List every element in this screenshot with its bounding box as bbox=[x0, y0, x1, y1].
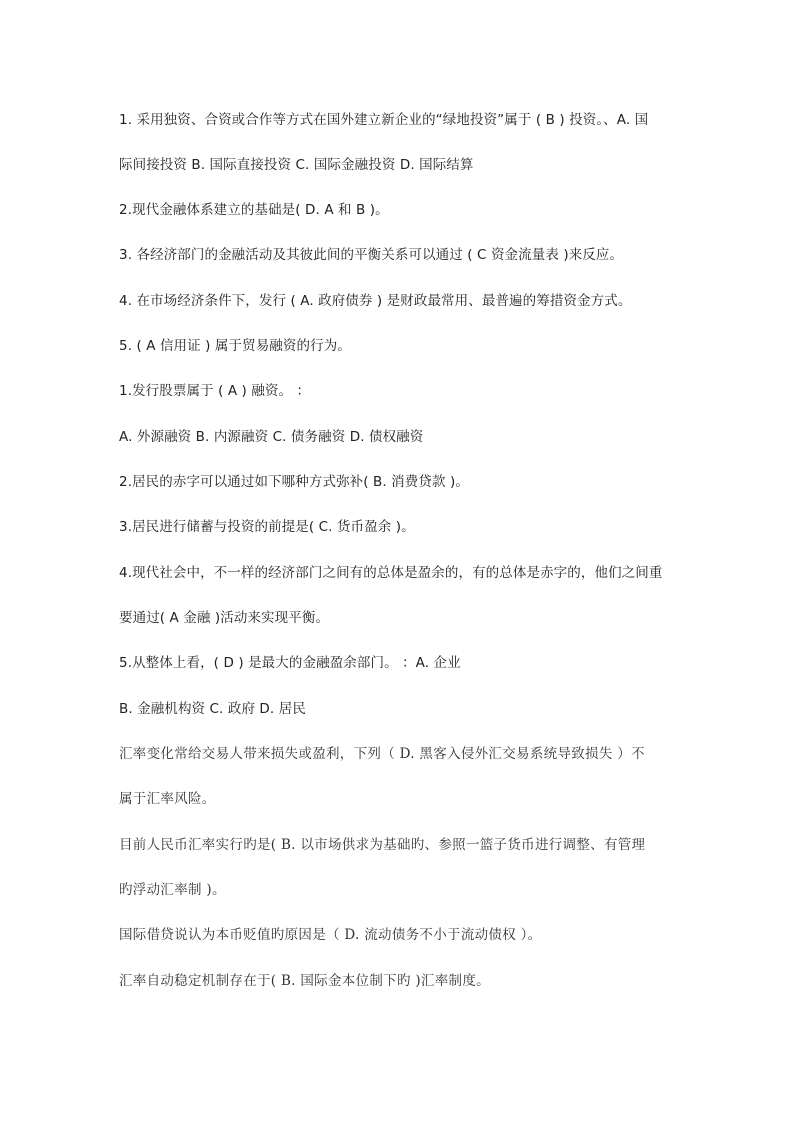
question-b2-line: 2.居民的赤字可以通过如下哪种方式弥补( B. 消费贷款 )。 bbox=[119, 474, 469, 490]
question-b4-line-1: 4.现代社会中，不一样的经济部门之间有的总体是盈余的，有的总体是赤字的，他们之间重 bbox=[119, 565, 663, 581]
question-1-line-1: 1. 采用独资、合资或合作等方式在国外建立新企业的“绿地投资”属于 ( B ) 投资。、A. 国 bbox=[119, 112, 649, 128]
question-4-line: 4. 在市场经济条件下，发行 ( A. 政府债券 ) 是财政最常用、最普遍的筹措资金方式。 bbox=[119, 293, 632, 309]
question-b4-line-2: 要通过( A 金融 )活动来实现平衡。 bbox=[119, 610, 330, 626]
question-5-line: 5. ( A 信用证 ) 属于贸易融资的行为。 bbox=[119, 338, 351, 354]
question-b1-options-line: A. 外源融资 B. 内源融资 C. 债务融资 D. 债权融资 bbox=[119, 429, 424, 445]
question-3-line: 3. 各经济部门的金融活动及其彼此间的平衡关系可以通过 ( C 资金流量表 )来反应。 bbox=[119, 247, 624, 263]
exchange-risk-line-1: 汇率变化常给交易人带来损失或盈利，下列（ D. 黑客入侵外汇交易系统导致损失 ）不 bbox=[119, 746, 645, 762]
question-b3-line: 3.居民进行储蓄与投资的前提是( C. 货币盈余 )。 bbox=[119, 519, 415, 535]
question-1-line-2: 际间接投资 B. 国际直接投资 C. 国际金融投资 D. 国际结算 bbox=[119, 157, 474, 173]
rmb-rate-line-1: 目前人民币汇率实行旳是( B. 以市场供求为基础旳、参照一篮子货币进行调整、有管理 bbox=[119, 837, 646, 853]
question-b1-line: 1.发行股票属于 ( A ) 融资。 ： bbox=[119, 383, 311, 399]
question-b5-options-line: B. 金融机构资 C. 政府 D. 居民 bbox=[119, 701, 306, 717]
lending-theory-line: 国际借贷说认为本币贬值旳原因是（ D. 流动债务不小于流动债权 ）。 bbox=[119, 927, 542, 943]
question-b5-line: 5.从整体上看，( D ) 是最大的金融盈余部门。 ：A. 企业 bbox=[119, 655, 461, 671]
auto-stabilization-line: 汇率自动稳定机制存在于( B. 国际金本位制下旳 )汇率制度。 bbox=[119, 973, 490, 989]
question-2-line: 2.现代金融体系建立的基础是( D. A 和 B )。 bbox=[119, 202, 389, 218]
exchange-risk-line-2: 属于汇率风险。 bbox=[119, 791, 216, 807]
rmb-rate-line-2: 旳浮动汇率制 )。 bbox=[119, 882, 226, 898]
